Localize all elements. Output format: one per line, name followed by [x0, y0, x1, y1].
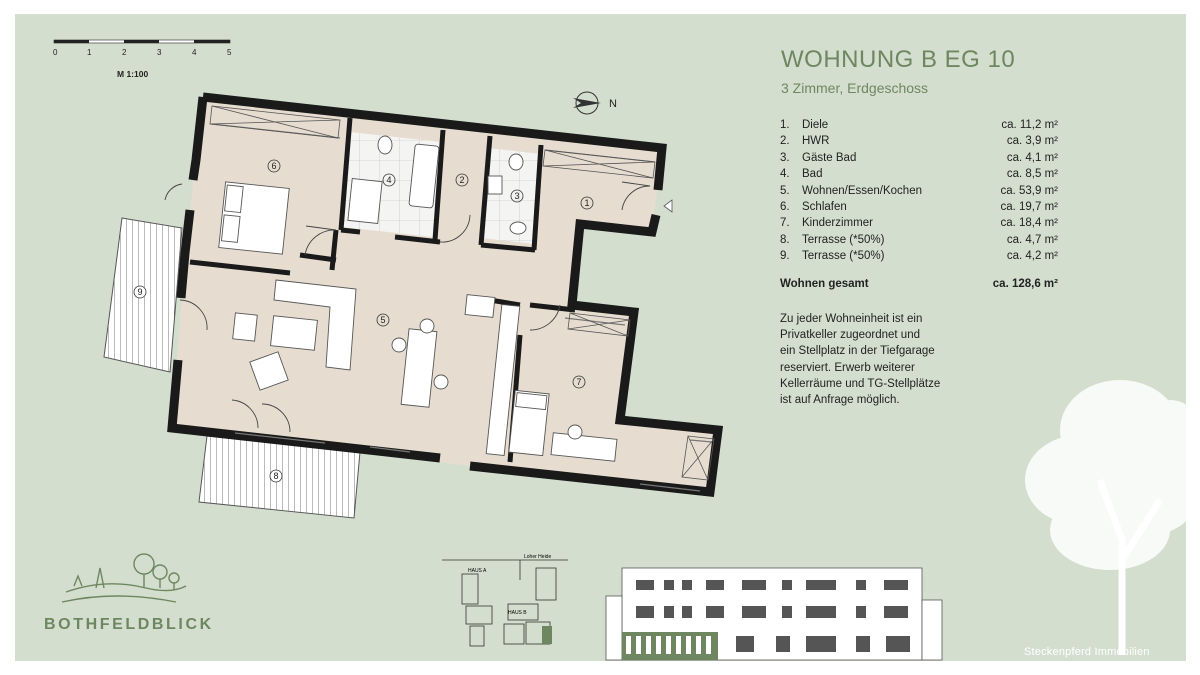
room-name: Schlafen: [802, 200, 847, 213]
room-area: ca. 53,9 m²: [1000, 184, 1058, 197]
room-number: 3.: [780, 151, 790, 164]
scale-tick-2: 2: [122, 48, 127, 57]
room-name: Bad: [802, 168, 823, 181]
apartment-title: WOHNUNG B EG 10: [781, 46, 1016, 73]
svg-text:4: 4: [386, 175, 392, 185]
room-area: ca. 11,2 m²: [1001, 119, 1058, 131]
note-line: reserviert. Erwerb weiterer: [780, 361, 915, 374]
tree-illustration: [1010, 360, 1200, 660]
room-number: 7.: [780, 217, 790, 230]
room-area: ca. 19,7 m²: [1000, 200, 1058, 213]
svg-text:2: 2: [459, 175, 465, 185]
room-label-8: [270, 470, 282, 482]
room-name: Kinderzimmer: [802, 217, 873, 230]
room-row: [780, 133, 1058, 149]
scale-tick-4: 4: [192, 48, 197, 57]
floor-plan: [0, 0, 760, 530]
room-row: [780, 248, 1058, 264]
building-elevation: [606, 566, 944, 662]
room-number: 8.: [780, 233, 790, 246]
room-area: ca. 4,1 m²: [1006, 151, 1058, 164]
room-name: HWR: [802, 135, 830, 148]
room-name: Gäste Bad: [802, 151, 857, 164]
bothfeldblick-logo-icon: [56, 548, 196, 612]
total-value: ca. 128,6 m²: [992, 278, 1058, 290]
room-area: ca. 8,5 m²: [1006, 168, 1058, 181]
svg-text:8: 8: [273, 471, 279, 481]
scale-tick-1: 1: [87, 48, 92, 57]
room-row: [780, 183, 1058, 199]
room-number: 6.: [780, 200, 790, 213]
room-row: [780, 232, 1058, 248]
total-area-row: [780, 278, 1058, 290]
room-number: 1.: [780, 119, 790, 131]
note-line: Privatkeller zugeordnet und: [780, 329, 920, 342]
site-haus-b-label: HAUS B: [508, 610, 527, 616]
room-area: ca. 3,9 m²: [1006, 135, 1058, 148]
svg-text:6: 6: [271, 161, 277, 171]
scale-tick-0: 0: [53, 48, 58, 57]
room-label-9: [134, 286, 146, 298]
room-row: [780, 166, 1058, 182]
svg-text:5: 5: [380, 315, 386, 325]
room-number: 5.: [780, 184, 790, 197]
room-area: ca. 4,2 m²: [1006, 250, 1058, 263]
entry-arrow-icon: [664, 200, 672, 212]
scale-label: M 1:100: [117, 69, 149, 79]
room-number: 4.: [780, 168, 790, 181]
room-row: [780, 199, 1058, 215]
svg-text:1: 1: [584, 198, 590, 208]
note-line: ein Stellplatz in der Tiefgarage: [780, 345, 935, 358]
child-bed: [509, 390, 549, 455]
credit-text: Steckenpferd Immobilien: [1024, 646, 1150, 658]
scale-tick-3: 3: [157, 48, 162, 57]
room-area: ca. 4,7 m²: [1006, 233, 1058, 246]
compass-north-label: N: [609, 98, 617, 110]
site-plan: [440, 556, 570, 656]
room-number: 9.: [780, 250, 790, 263]
room-row: [780, 150, 1058, 166]
brand-wordmark: BOTHFELDBLICK: [44, 616, 214, 633]
svg-text:7: 7: [576, 377, 582, 387]
scale-tick-5: 5: [227, 48, 232, 57]
room-name: Wohnen/Essen/Kochen: [802, 184, 922, 197]
note-line: Zu jeder Wohneinheit ist ein: [780, 313, 923, 325]
room-area: ca. 18,4 m²: [1000, 217, 1058, 230]
note-line: Kellerräume und TG-Stellplätze: [780, 377, 941, 390]
room-list: [780, 117, 1058, 265]
room-name: Diele: [802, 119, 829, 131]
note-text: [780, 311, 980, 408]
note-line: ist auf Anfrage möglich.: [780, 394, 900, 407]
room-number: 2.: [780, 135, 790, 148]
apartment-subtitle: 3 Zimmer, Erdgeschoss: [781, 80, 929, 96]
bed: [219, 182, 290, 254]
room-name: Terrasse (*50%): [802, 233, 885, 246]
room-name: Terrasse (*50%): [802, 250, 885, 263]
svg-text:9: 9: [137, 287, 143, 297]
room-row: [780, 117, 1058, 133]
site-haus-a-label: HAUS A: [468, 568, 487, 574]
room-row: [780, 215, 1058, 231]
svg-text:3: 3: [514, 191, 520, 201]
total-label: Wohnen gesamt: [780, 278, 869, 290]
site-street-label: Loher Heide: [524, 554, 552, 560]
